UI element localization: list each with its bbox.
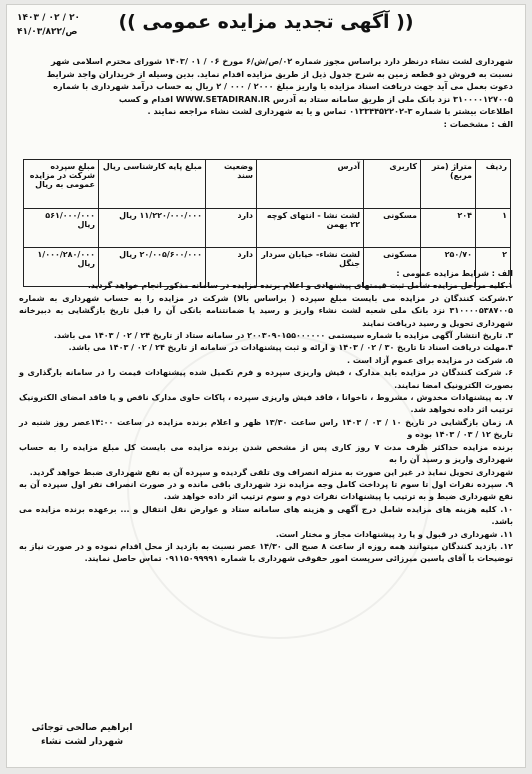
date-line-2: ۴۱/ص/۰۳/۸۲۲ — [17, 27, 78, 37]
intro-paragraph — [19, 55, 513, 131]
conditions-heading: الف : شرایط مزایده عمومی : — [396, 269, 513, 278]
cell-area: ۲۰۴ — [421, 209, 476, 248]
mayor-name: ابراهیم صالحی توجائی — [31, 723, 133, 733]
condition-item: شهرداری تحویل نماید در غیر این صورت به منزله انصراف وی تلقی گردیده و سپرده آن به نفع شهرداری ضبط خواهد گردید. — [29, 467, 513, 477]
intro-line: دعوت بعمل می آید جهت دریافت اسناد مزایده با واریز مبلغ ۲۰۰۰ / ۰۰۰ / ۲ ریال به حساب درآمد شهرداری با شماره — [53, 81, 513, 92]
header-deed: وضعیت سند — [206, 160, 257, 209]
cell-address: لشت نشاء- خیابان سردار جنگل — [257, 248, 364, 287]
condition-item: ۲.شرکت کنندگان در مزایده می بایست مبلغ سپرده ( براساس بالا) شرکت در مزایده را به حساب شهرداری به شماره ۳۱۰۰۰۰۵۳۸۷۰۰۵ نزد بانک ملی شعبه لشت نشاء واریز و رسید یا ضمانتنامه بانکی آن را قبل تاریخ بازگشایی به دبیرخانه شهرداری تحویل و رسید دریافت نمایند — [19, 293, 513, 328]
condition-item: ۱۲. بازدید کنندگان میتوانند همه روزه از ساعت ۸ صبح الی ۱۴/۳۰ عصر نسبت به بازدید از محل اقدام نموده و در صورت نیاز به توضیحات با آقای یاسین میرزائی سرپست امور حقوقی شهرداری با شماره ۰۹۱۱۵۰۹۹۹۹۱ تماس حاصل نمایند. — [19, 541, 513, 564]
header-area: متراژ (متر مربع) — [421, 160, 476, 209]
notice-title: (( آگهی تجدید مزایده عمومی )) — [118, 11, 414, 33]
condition-item: برنده مزایده حداکثر ظرف مدت ۷ روز کاری پس از مشخص شدن برنده مزایده می بایست کل مبلغ مزایده را به حساب شهرداری واریز و رسید آن را به — [19, 442, 513, 465]
cell-row-number: ۱ — [476, 209, 511, 248]
header-base-price: مبلغ پایه کارشناسی ریال — [99, 160, 206, 209]
intro-line: شهرداری لشت نشاء درنظر دارد براساس مجوز شماره ۰۲/ص/ش/۶ مورخ ۰۶ / ۰۱ /۱۴۰۳ شورای محترم اسلامی شهر — [50, 56, 513, 66]
cell-deposit: ۱/۰۰۰/۲۸۰/۰۰۰ ریال — [24, 248, 99, 287]
header-use: کاربری — [364, 160, 421, 209]
condition-item: ۱.کلیه مراحل مزایده شامل ثبت قیمتهای پیشنهادی و اعلام برنده مزایده در سامانه مذکور انجام خواهد گردید. — [87, 281, 513, 291]
condition-item: ۳. تاریخ انتشار آگهی مزایده با شماره سیستمی ۲۰۰۳۰۹۰۱۵۵۰۰۰۰۰۰ در سامانه ستاد از تاریخ ۲۴ / ۰۲ / ۱۴۰۳ می باشد. — [53, 331, 513, 341]
condition-item: ۷. به پیشنهادات مخدوش ، مشروط ، ناخوانا ، فاقد فیش واریزی سپرده ، پاکات حاوی مدارک ناقص و یا فاقد امضای الکترونیک ترتیب اثر داده نخواهد شد. — [19, 393, 513, 415]
cell-area: ۲۵۰/۷۰ — [421, 248, 476, 287]
intro-line: اطلاعات بیشتر با شماره ۳-۰۱۳۳۴۴۵۲۲۰۲ تماس و یا به شهرداری لشت نشاء مراجعه نمایند . — [147, 106, 513, 117]
condition-item: ۹. سپرده نفرات اول تا سوم تا پرداخت کامل وجه مزایده نزد شهرداری باقی مانده و در صورت انصراف نفر اول سپرده آن به نفع شهرداری ضبط و به ترتیب با پیشنهادات نفرات دوم و سوم ترتیب اثر داده خواهد شد. — [19, 479, 513, 502]
cell-base-price: ۲۰/۰۰۵/۶۰۰/۰۰۰ ریال — [99, 248, 206, 287]
condition-item: ۶. شرکت کنندگان در مزایده باید مدارک ، فیش واریزی سپرده و فرم تکمیل شده پیشنهادات قیمت را در سامانه بارگذاری و بصورت الکترونیک امضا نمایند. — [19, 368, 513, 390]
table-row — [24, 209, 511, 248]
intro-line: نسبت به فروش دو قطعه زمین به شرح جدول ذیل از طریق مزایده اقدام نماید. بدین وسیله از خریداران واجد شرایط — [46, 68, 513, 79]
signature-block — [7, 721, 157, 749]
condition-item: ۸. زمان بازگشایی در تاریخ ۱۰ / ۰۳ / ۱۴۰۳ راس ساعت ۱۳/۳۰ ظهر و اعلام برنده مزایده در ساعت ۱۴:۰۰عصر روز شنبه در تاریخ ۱۲ / ۰۳ / ۱۴۰۳ بوده و — [19, 417, 513, 440]
cell-address: لشت نشا - انتهای کوچه ۲۲ بهمن — [257, 209, 364, 248]
cell-base-price: ۱۱/۲۲۰/۰۰۰/۰۰۰ ریال — [99, 209, 206, 248]
notice-page — [6, 4, 526, 768]
cell-use: مسکونی — [364, 209, 421, 248]
condition-item: ۱۰. کلیه هزینه های مزایده شامل درج آگهی و هزینه های سامانه ستاد و عوارض نقل انتقال و ... برعهده برنده مزایده می باشد. — [19, 504, 513, 527]
table-header-row — [24, 160, 511, 209]
header-address: آدرس — [257, 160, 364, 209]
header-deposit: مبلغ سپرده شرکت در مزایده عمومی به ریال — [24, 160, 99, 209]
cell-deed: دارد — [206, 248, 257, 287]
condition-item: ۵. شرکت در مزایده برای عموم آزاد است . — [347, 355, 513, 365]
section-heading: الف : مشخصات : — [443, 118, 513, 129]
intro-line: ۳۱۰۰۰۰۱۲۷۰۰۵ نزد بانک ملی از طریق سامانه ستاد به آدرس WWW.SETADIRAN.IR اقدام و کسب — [118, 93, 513, 104]
date-line-1: ۱۴۰۳ / ۰۲ / ۲۰ — [17, 13, 81, 23]
condition-item: ۴.مهلت دریافت اسناد تا تاریخ ۳۰ / ۰۲ / ۱۴۰۳ و ارائه و ثبت پیشنهادات در سامانه از تاریخ ۲۴ / ۰۲ / ۱۴۰۳ می باشد. — [68, 343, 513, 353]
cell-row-number: ۲ — [476, 248, 511, 287]
cell-use: مسکونی — [364, 248, 421, 287]
condition-item: ۱۱. شهرداری در قبول و یا رد پیشنهادات مجاز و مختار است. — [275, 529, 513, 539]
mayor-position: شهردار لشت نشاء — [40, 737, 124, 747]
cell-deed: دارد — [206, 209, 257, 248]
header-row-number: ردیف — [476, 160, 511, 209]
cell-deposit: ۵۶۱/۰۰۰/۰۰۰ ریال — [24, 209, 99, 248]
conditions-section — [19, 268, 513, 566]
